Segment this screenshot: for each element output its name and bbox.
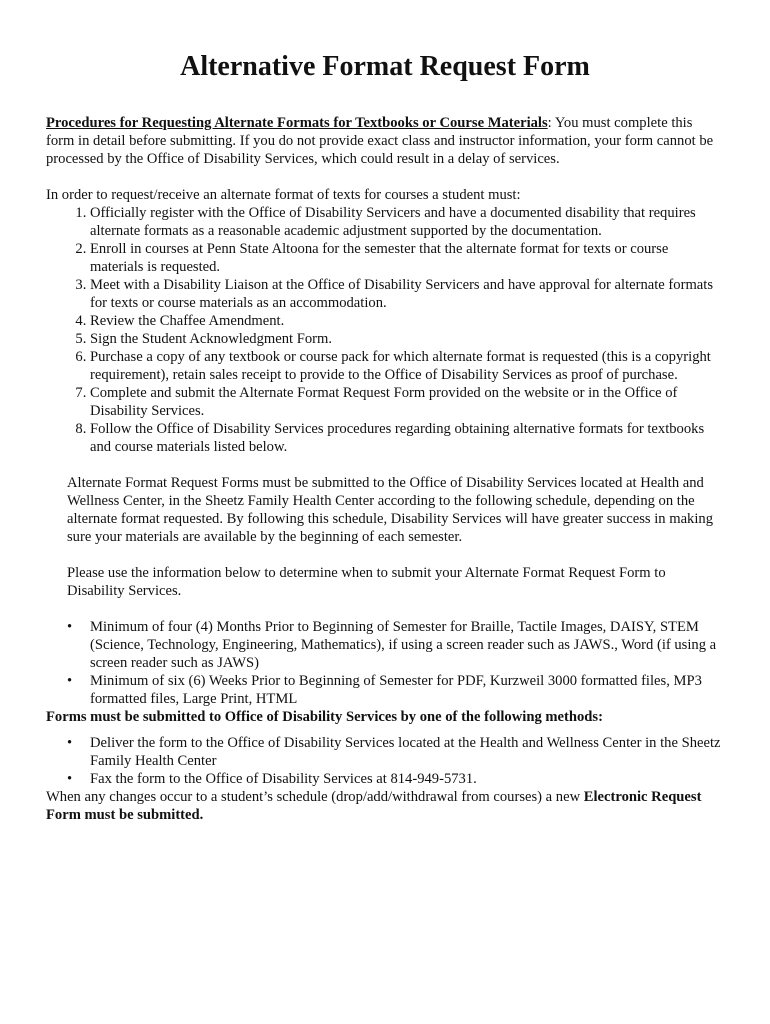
bullet-icon: • <box>67 771 73 787</box>
list-item <box>67 618 724 672</box>
final-paragraph <box>46 788 724 824</box>
list-item: 7. Complete and submit the Alternate Format Request Form provided on the website or in the Office of Disability Services. <box>90 384 724 420</box>
bullet-icon: • <box>67 735 73 751</box>
list-item: 8. Follow the Office of Disability Services procedures regarding obtaining alternative formats for textbooks and course materials listed below. <box>90 420 724 456</box>
procedures-heading: Procedures for Requesting Alternate Formats for Textbooks or Course Materials <box>46 115 548 131</box>
final-text: When any changes occur to a student’s schedule (drop/add/withdrawal from courses) a new <box>46 789 584 805</box>
page-title: Alternative Format Request Form <box>180 51 590 82</box>
list-item: 4. Review the Chaffee Amendment. <box>90 312 724 330</box>
method-item-text: Fax the form to the Office of Disability Services at 814-949-5731. <box>90 771 477 787</box>
procedures-paragraph <box>46 114 724 168</box>
use-info-paragraph: Please use the information below to determine when to submit your Alternate Format Request Form to Disability Services. <box>67 565 666 599</box>
indented-section <box>67 474 724 600</box>
bullet-icon: • <box>67 619 73 635</box>
methods-heading: Forms must be submitted to Office of Disability Services by one of the following methods: <box>46 709 603 725</box>
submission-paragraph: Alternate Format Request Forms must be submitted to the Office of Disability Services located at Health and Wellness Center, in the Sheetz Family Health Center according to the following schedule, depending on the alternate format requested. By following this schedule, Disability Services will have greater success in making sure your materials are available by the beginning of each semester. <box>67 475 713 545</box>
schedule-item-text: Minimum of six (6) Weeks Prior to Beginning of Semester for PDF, Kurzweil 3000 formatted files, MP3 formatted files, Large Print, HTML <box>90 673 702 707</box>
list-item: 3. Meet with a Disability Liaison at the Office of Disability Servicers and have approval for alternate formats for texts or course materials as an accommodation. <box>90 276 724 312</box>
bullet-icon: • <box>67 673 73 689</box>
list-item <box>67 672 724 708</box>
requirements-list <box>46 204 724 456</box>
list-item: 5. Sign the Student Acknowledgment Form. <box>90 330 724 348</box>
method-item-text: Deliver the form to the Office of Disability Services located at the Health and Wellness Center in the Sheetz Family Health Center <box>90 735 721 769</box>
list-item <box>67 770 724 788</box>
requirements-intro: In order to request/receive an alternate format of texts for courses a student must: <box>46 187 521 203</box>
final-bold-text: Electronic Request Form must be submitted. <box>46 789 702 823</box>
schedule-list <box>46 618 724 708</box>
list-item: 1. Officially register with the Office of Disability Servicers and have a documented disability that requires alternate formats as a reasonable academic adjustment supported by the documentation. <box>90 204 724 240</box>
list-item: 6. Purchase a copy of any textbook or course pack for which alternate format is requested (this is a copyright requirement), retain sales receipt to provide to the Office of Disability Services as proof of purchase. <box>90 348 724 384</box>
procedures-text: : You must complete this form in detail before submitting. If you do not provide exact class and instructor information, your form cannot be processed by the Office of Disability Services, which could result in a delay of services. <box>46 115 714 167</box>
methods-list <box>46 734 724 788</box>
list-item: 2. Enroll in courses at Penn State Altoona for the semester that the alternate format for texts or course materials is requested. <box>90 240 724 276</box>
schedule-item-text: Minimum of four (4) Months Prior to Beginning of Semester for Braille, Tactile Images, DAISY, STEM (Science, Technology, Engineering, Mathematics), if using a screen reader such as JAWS., Word (if using a screen reader such as JAWS) <box>90 619 717 671</box>
list-item <box>67 734 724 770</box>
